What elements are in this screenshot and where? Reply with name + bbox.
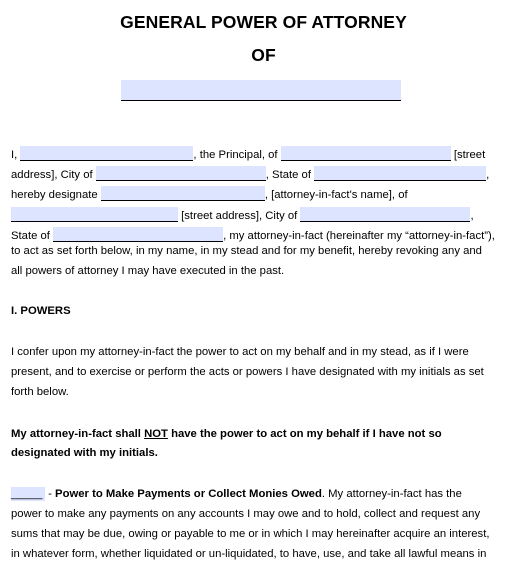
principal-name-field[interactable] xyxy=(121,80,401,101)
principal-city-input[interactable] xyxy=(96,166,266,181)
para2-line1: I confer upon my attorney-in-fact the power to act on my behalf and in my stead, as if I were xyxy=(11,346,469,358)
para1-line4: [street address], City of , xyxy=(11,204,474,223)
power-heading: Power to Make Payments or Collect Monies Owed xyxy=(55,488,322,500)
para4-line4: in whatever form, whether liquidated or un-liquidated, to have, use, and take all lawful means in xyxy=(11,548,487,560)
para1-line2: address], City of , State of , xyxy=(11,163,489,182)
attorney-state-input[interactable] xyxy=(53,227,223,242)
para4-line2: power to make any payments on any accounts I may owe and to hold, collect and request any xyxy=(11,508,481,520)
document-subtitle: OF xyxy=(251,45,276,65)
principal-state-input[interactable] xyxy=(314,166,486,181)
para3-line1: My attorney-in-fact shall NOT have the power to act on my behalf if I have not so xyxy=(11,428,442,440)
para1-line5: State of , my attorney-in-fact (hereinafter my “attorney-in-fact”), xyxy=(11,224,495,243)
attorney-street-input[interactable] xyxy=(11,207,178,222)
section-heading-powers: I. POWERS xyxy=(11,305,71,317)
para2-line2: present, and to exercise or perform the acts or powers I have designated with my initials as set xyxy=(11,366,484,378)
para1-line6: to act as set forth below, in my name, in my stead and for my benefit, hereby revoking any and xyxy=(11,245,482,257)
para1-line3: hereby designate , [attorney-in-fact's name], of xyxy=(11,183,408,202)
para4-line3: sums that may be due, owing or payable to me or in which I may hereinafter acquire an interest, xyxy=(11,528,490,540)
principal-street-input[interactable] xyxy=(281,146,451,161)
principal-name-input[interactable] xyxy=(20,146,193,161)
para1-line1: I, , the Principal, of [street xyxy=(11,143,485,162)
not-emphasis: NOT xyxy=(144,428,168,440)
initials-input[interactable]: _____ xyxy=(11,487,45,501)
document-title: GENERAL POWER OF ATTORNEY xyxy=(120,12,407,32)
para2-line3: forth below. xyxy=(11,386,69,398)
attorney-name-input[interactable] xyxy=(101,186,265,201)
attorney-city-input[interactable] xyxy=(300,207,470,222)
para3-line2: designated with my initials. xyxy=(11,447,158,459)
para4-line1: _____ - Power to Make Payments or Collect Monies Owed. My attorney-in-fact has the xyxy=(11,488,462,500)
para1-line7: all powers of attorney I may have executed in the past. xyxy=(11,265,285,277)
